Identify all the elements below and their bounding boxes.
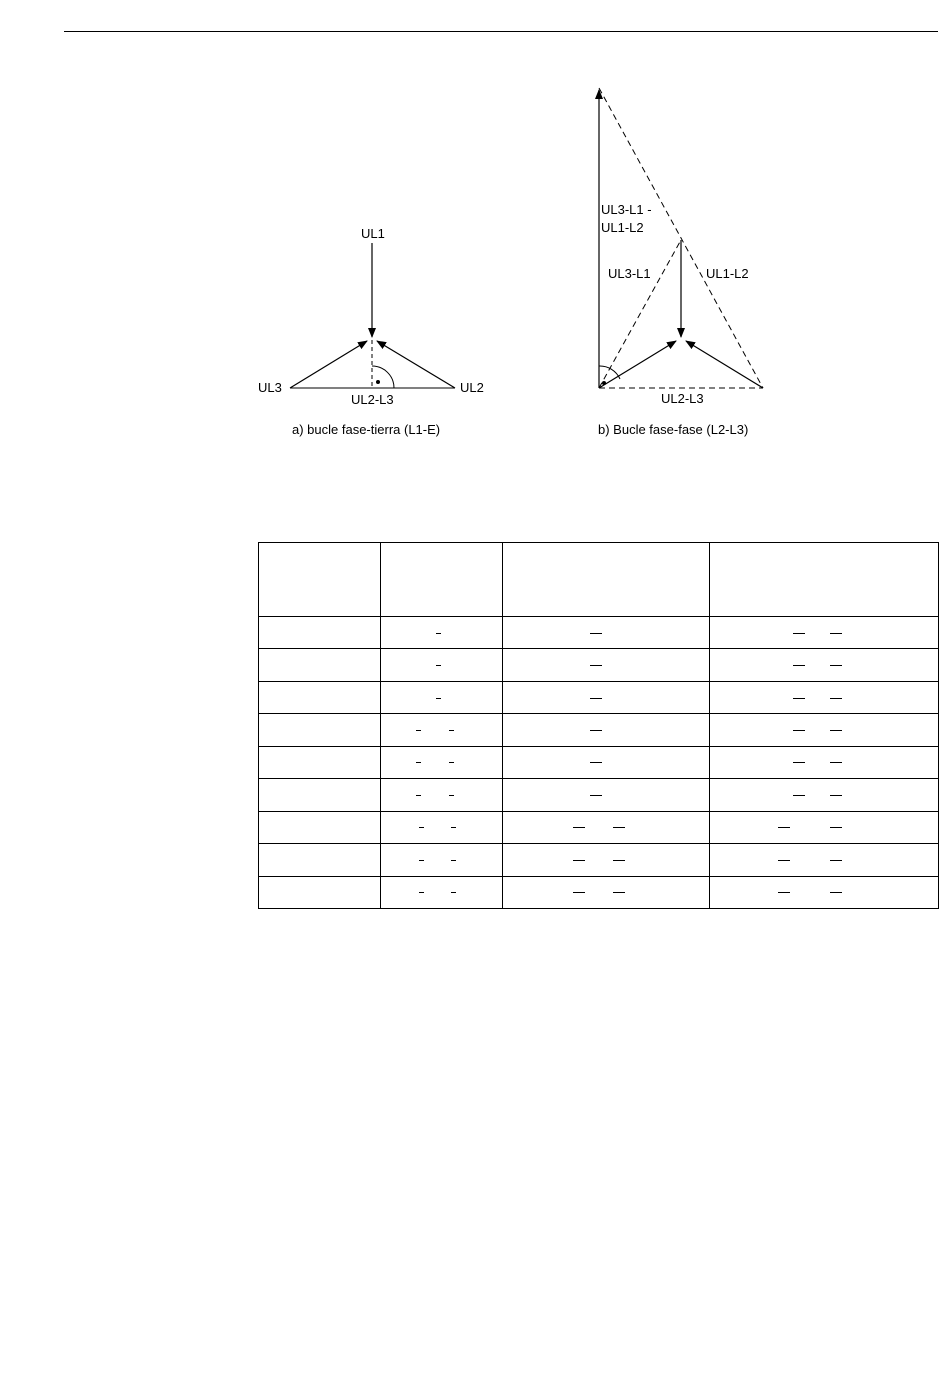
table-cell (503, 811, 710, 843)
table-cell (259, 876, 381, 909)
table-header-cell (259, 543, 381, 617)
table-row (259, 779, 939, 811)
table-cell (503, 876, 710, 909)
table-cell (503, 617, 710, 649)
table-cell (259, 746, 381, 778)
angle-dot-b (602, 381, 606, 385)
diagram-a-phase-earth-loop (258, 226, 484, 437)
diff-label-line2: UL1-L2 (601, 220, 644, 235)
table-header-cell (381, 543, 503, 617)
table-cell (503, 681, 710, 713)
right-angle-dot (376, 380, 380, 384)
table-cell (259, 811, 381, 843)
table-cell (710, 649, 939, 681)
table-cell (710, 876, 939, 909)
ul3-l1-label: UL3-L1 (608, 266, 651, 281)
table-cell (503, 746, 710, 778)
table-cell (381, 779, 503, 811)
table-row (259, 714, 939, 746)
ul2-l3-label: UL2-L3 (351, 392, 394, 407)
table-cell (710, 844, 939, 876)
ul3-vector-b (599, 341, 676, 388)
ul3-label: UL3 (258, 380, 282, 395)
table-cell (381, 811, 503, 843)
table-cell (710, 811, 939, 843)
table-row (259, 811, 939, 843)
table-cell (259, 617, 381, 649)
right-angle-arc (372, 366, 394, 388)
diagram-b-phase-phase-loop (598, 88, 763, 437)
table-cell (259, 844, 381, 876)
table-cell (381, 617, 503, 649)
ul1-l2-label: UL1-L2 (706, 266, 749, 281)
table-cell (710, 681, 939, 713)
phasor-diagrams (0, 0, 950, 480)
table-cell (259, 681, 381, 713)
ul2-label: UL2 (460, 380, 484, 395)
table-row (259, 746, 939, 778)
ul2-vector-b (686, 341, 763, 388)
ul3-vector (290, 341, 367, 388)
table-row (259, 844, 939, 876)
diagram-b-caption: b) Bucle fase-fase (L2-L3) (598, 422, 749, 437)
table-cell (259, 649, 381, 681)
table-row (259, 617, 939, 649)
table-cell (381, 844, 503, 876)
ul2-vector (377, 341, 455, 388)
table-row (259, 681, 939, 713)
table-header-cell (710, 543, 939, 617)
diagram-a-caption: a) bucle fase-tierra (L1-E) (292, 422, 441, 437)
table-row (259, 876, 939, 909)
table-cell (503, 779, 710, 811)
ul3-l1-dashed-line (599, 240, 681, 388)
table-cell (259, 779, 381, 811)
table-cell (381, 649, 503, 681)
table-cell (381, 681, 503, 713)
phasor-table (258, 542, 939, 909)
table-cell (381, 746, 503, 778)
table-cell (710, 617, 939, 649)
table-row (259, 649, 939, 681)
table-cell (503, 714, 710, 746)
ul2-l3-label-b: UL2-L3 (661, 391, 704, 406)
table-header-row (259, 543, 939, 617)
table-cell (381, 876, 503, 909)
table-cell (710, 714, 939, 746)
table-cell (503, 844, 710, 876)
diff-label-line1: UL3-L1 - (601, 202, 652, 217)
table-cell (710, 746, 939, 778)
table-cell (710, 779, 939, 811)
ul1-label: UL1 (361, 226, 385, 241)
table-cell (381, 714, 503, 746)
table-header-cell (503, 543, 710, 617)
table-cell (503, 649, 710, 681)
table-cell (259, 714, 381, 746)
